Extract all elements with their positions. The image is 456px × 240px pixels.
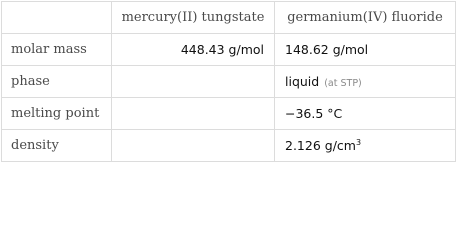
properties-table — [1, 1, 456, 162]
density-unit-exponent: 3 — [355, 138, 362, 147]
row-label-molar-mass: molar mass — [2, 34, 112, 66]
table-row — [2, 98, 456, 130]
header-germanium-fluoride: germanium(IV) fluoride — [275, 2, 456, 34]
phase-value: liquid — [285, 74, 320, 89]
table-row — [2, 34, 456, 66]
cell-melting-point-mercury — [112, 98, 275, 130]
cell-melting-point-germanium: −36.5 °C — [275, 98, 456, 130]
row-label-density: density — [2, 130, 112, 162]
cell-phase-germanium — [275, 66, 456, 98]
cell-density-mercury — [112, 130, 275, 162]
header-empty-cell — [2, 2, 112, 34]
cell-density-germanium — [275, 130, 456, 162]
cell-molar-mass-mercury: 448.43 g/mol — [112, 34, 275, 66]
row-label-melting-point: melting point — [2, 98, 112, 130]
header-row — [2, 2, 456, 34]
phase-condition-note: (at STP) — [324, 78, 362, 89]
cell-phase-mercury — [112, 66, 275, 98]
header-mercury-tungstate: mercury(II) tungstate — [112, 2, 275, 34]
density-value: 2.126 g/cm — [285, 138, 356, 153]
table-row — [2, 130, 456, 162]
row-label-phase: phase — [2, 66, 112, 98]
cell-molar-mass-germanium: 148.62 g/mol — [275, 34, 456, 66]
table-row — [2, 66, 456, 98]
